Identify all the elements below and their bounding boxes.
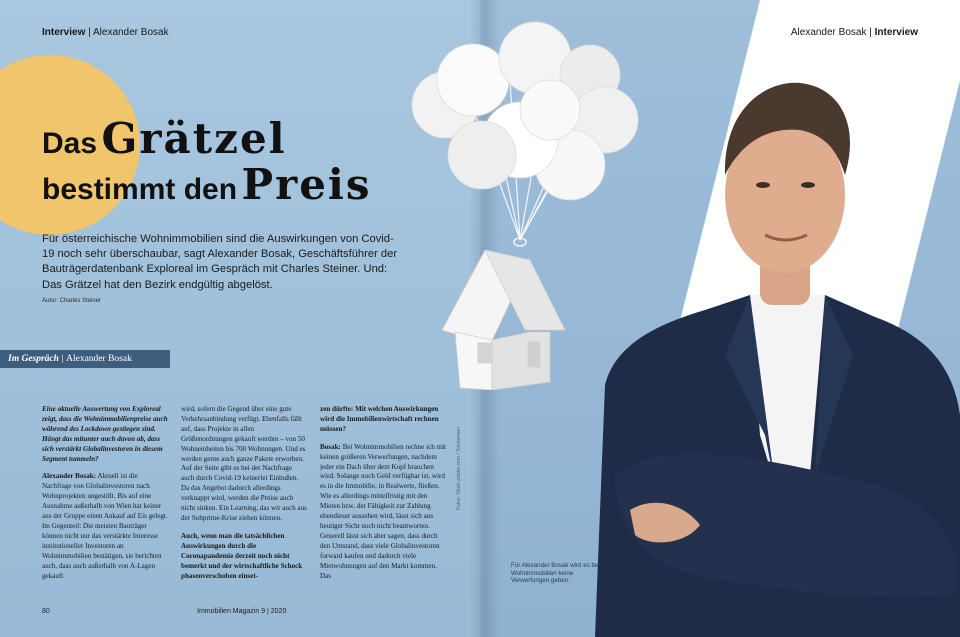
author-line: Autor: Charles Steiner bbox=[42, 298, 102, 304]
answer-text: Aktuell ist die Nachfrage von Globalinvestoren nach Wohnprojekten ungestillt. Bis auf eine Ausnahme außerhalb von Wien hat keiner aus der Gruppe einen Ankauf auf Eis gelegt. Im Gegenteil: Die meisten Bauträger können nicht nur das verstärkte Interesse institutioneller Investoren an Wohnimmobilien bestätigen, sie berichten auch, dass auch außerhalb von A-Lagen gekauft bbox=[42, 472, 168, 580]
balloon bbox=[448, 121, 516, 189]
section-tag-bar bbox=[0, 350, 170, 368]
header-name: Alexander Bosak bbox=[92, 27, 169, 38]
answer-text: wird, sofern die Gegend über eine gute Verkehrsanbindung verfügt. Ebenfalls fällt auf, dass Projekte in allen Größenordnungen gekauft werden – von 50 Wohneinheiten bis 700 Wohnungen. Und es werden gerne auch ganze Pakete erworben. Auf der Seite gibt es bei der Nachfrage auch durch Covid-19 keinerlei Einbußen. Da das Angebot dadurch allerdings verknappt wird, werden die Preise auch nicht sinken. Ein Learning, das wir auch aus der Subprime-Krise ziehen können. bbox=[181, 405, 307, 522]
page-number: 80 bbox=[42, 608, 50, 615]
article-title bbox=[42, 114, 372, 209]
balloon bbox=[437, 44, 509, 116]
interview-question: Eine aktuelle Auswertung von Exploreal zeigt, dass die Wohnimmobilienpreise auch während des Lockdown gestiegen sind. Hängt das mitunter auch davon ab, dass sich verstärkt Globalinvestoren in diesem Segment tummeln? bbox=[42, 405, 168, 463]
interview-answer bbox=[42, 472, 168, 581]
title-decorative-word: Preis bbox=[241, 160, 372, 209]
header-separator: | bbox=[869, 27, 872, 38]
photo-caption: Für Alexander Bosak wird es bei Wohnimmobilien keine Verwerfungen geben. bbox=[511, 562, 600, 585]
header-section: Interview bbox=[42, 27, 86, 38]
paper-house bbox=[442, 238, 565, 390]
title-word: Das bbox=[42, 127, 98, 160]
magazine-issue: Immobilien Magazin 9 | 2020 bbox=[197, 608, 287, 615]
interview-question: Auch, wenn man die tatsächlichen Auswirkungen durch die Coronapandemie derzeit noch nicht bemerkt und der wirtschaftliche Schock phasenverschoben einset- bbox=[181, 531, 303, 580]
eye bbox=[801, 182, 815, 188]
portrait-alexander-bosak bbox=[575, 55, 960, 637]
header-separator: | bbox=[88, 27, 91, 38]
tag-name: Alexander Bosak bbox=[66, 354, 132, 364]
text-column-3 bbox=[320, 405, 446, 589]
lead-paragraph: Für österreichische Wohnimmobilien sind die Auswirkungen von Covid-19 noch sehr überschaubar, sagt Alexander Bosak, Geschäftsführer der Bauträgerdatenbank Exploreal im Gespräch mit Charles Steiner. Und: Das Grätzel hat den Bezirk endgültig abgelöst. bbox=[42, 233, 398, 291]
photo-credit: Fotos: Stock.adobe.com / Sneiberwer bbox=[456, 426, 462, 510]
running-header-left bbox=[42, 27, 169, 38]
balloon bbox=[520, 80, 580, 140]
tag-separator: | bbox=[61, 354, 64, 364]
interview-question: zen dürfte: Mit welchen Auswirkungen wird die Immobilienwirtschaft rechnen müssen? bbox=[320, 405, 439, 433]
interview-answer bbox=[320, 443, 446, 582]
speaker-label: Alexander Bosak: bbox=[42, 472, 97, 481]
title-word: bestimmt den bbox=[42, 173, 238, 206]
header-section: Interview bbox=[874, 27, 918, 38]
eye bbox=[756, 182, 770, 188]
text-column-1 bbox=[42, 405, 168, 589]
title-decorative-word: Grätzel bbox=[101, 114, 287, 163]
tag-label: Im Gespräch bbox=[8, 354, 59, 364]
answer-text: Bei Wohnimmobilien rechne ich mit keinen größeren Verwerfungen, nachdem jeder ein Dach über dem Kopf brauchen wird. Solange noch Geld verfügbar ist, wird es in die Immobilie, in Realwerte, fließen. Wie es allerdings mittelfristig mit den Mieten bzw. der Fähigkeit zur Zahlung ebendieser aussehen wird, lässt sich aus heutiger Sicht noch nicht beantworten. Generell lässt sich aber sagen, dass durch den Umstand, dass viele Globalinvestoren forward kaufen und dadurch viele Mietwohnungen auf den Markt kommen. Das bbox=[320, 442, 447, 580]
speaker-label: Bosak: bbox=[320, 442, 341, 451]
header-name: Alexander Bosak bbox=[790, 27, 867, 38]
text-column-2 bbox=[181, 405, 307, 589]
running-header-right bbox=[791, 27, 918, 38]
